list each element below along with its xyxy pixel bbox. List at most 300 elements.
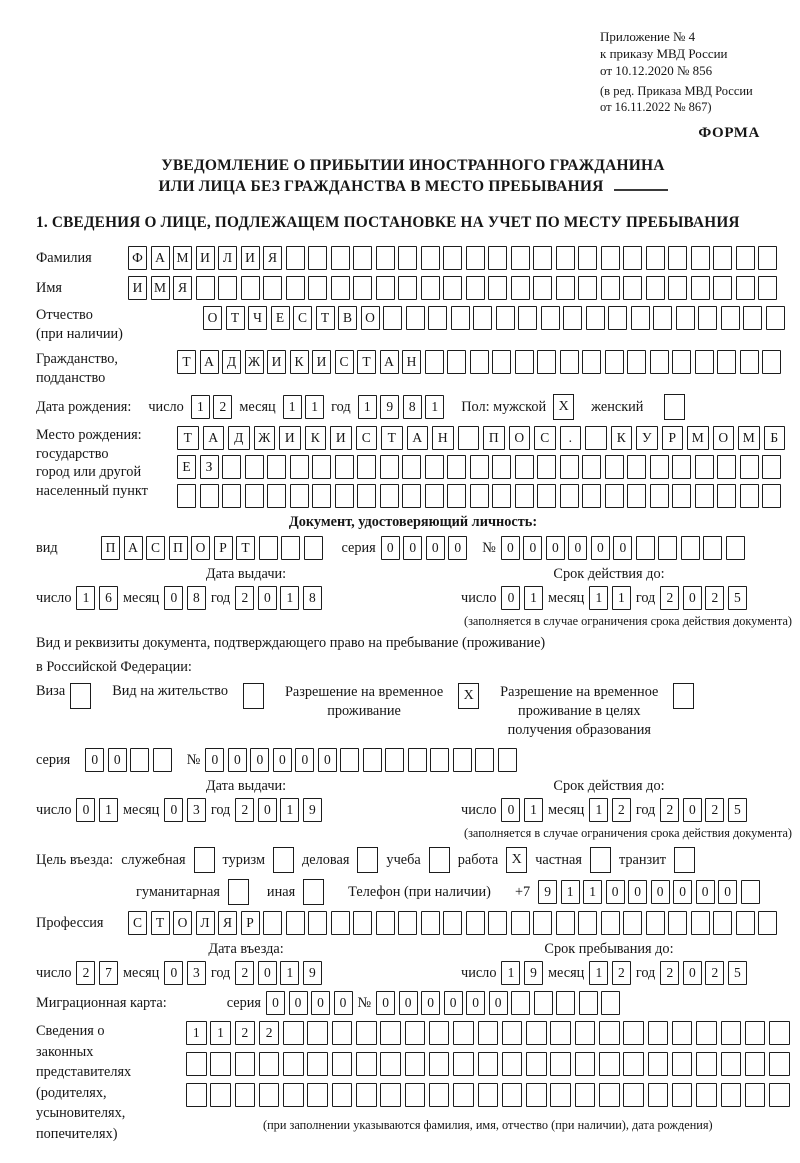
char-cell[interactable]: 0 <box>266 991 285 1015</box>
char-cell[interactable]: 2 <box>612 798 631 822</box>
char-cell[interactable]: 0 <box>466 991 485 1015</box>
char-cell[interactable] <box>405 1083 426 1107</box>
char-cell[interactable]: Ф <box>128 246 147 270</box>
char-cell[interactable] <box>470 455 489 479</box>
male-checkbox[interactable]: X <box>553 394 574 420</box>
char-cell[interactable]: 1 <box>425 395 444 419</box>
char-cell[interactable]: 0 <box>546 536 565 560</box>
char-cell[interactable] <box>245 484 264 508</box>
char-cell[interactable]: 8 <box>303 586 322 610</box>
char-cell[interactable]: Я <box>218 911 237 935</box>
char-cell[interactable] <box>200 484 219 508</box>
char-cell[interactable] <box>605 484 624 508</box>
char-cell[interactable] <box>363 748 382 772</box>
char-cell[interactable] <box>627 455 646 479</box>
char-cell[interactable]: 0 <box>164 961 183 985</box>
char-cell[interactable] <box>582 484 601 508</box>
female-checkbox[interactable] <box>664 394 685 420</box>
char-cell[interactable] <box>515 455 534 479</box>
char-cell[interactable]: 2 <box>660 961 679 985</box>
char-cell[interactable]: А <box>380 350 399 374</box>
char-cell[interactable]: 0 <box>376 991 395 1015</box>
char-cell[interactable]: 1 <box>99 798 118 822</box>
char-cell[interactable]: М <box>738 426 760 450</box>
char-cell[interactable]: 0 <box>651 880 670 904</box>
char-cell[interactable]: Я <box>173 276 192 300</box>
char-cell[interactable] <box>550 1083 571 1107</box>
char-cell[interactable] <box>331 911 350 935</box>
char-cell[interactable] <box>177 484 196 508</box>
char-cell[interactable] <box>428 306 447 330</box>
char-cell[interactable] <box>623 1052 644 1076</box>
char-cell[interactable] <box>186 1083 207 1107</box>
char-cell[interactable] <box>357 484 376 508</box>
char-cell[interactable] <box>473 306 492 330</box>
char-cell[interactable]: 0 <box>164 586 183 610</box>
char-cell[interactable] <box>283 1083 304 1107</box>
char-cell[interactable]: С <box>335 350 354 374</box>
char-cell[interactable]: 6 <box>99 586 118 610</box>
char-cell[interactable] <box>425 484 444 508</box>
char-cell[interactable]: И <box>267 350 286 374</box>
char-cell[interactable] <box>696 1083 717 1107</box>
char-cell[interactable] <box>356 1083 377 1107</box>
char-cell[interactable] <box>429 1083 450 1107</box>
char-cell[interactable]: 2 <box>612 961 631 985</box>
char-cell[interactable]: 0 <box>85 748 104 772</box>
char-cell[interactable]: Т <box>316 306 335 330</box>
char-cell[interactable] <box>648 1021 669 1045</box>
char-cell[interactable]: 0 <box>501 586 520 610</box>
char-cell[interactable] <box>356 1021 377 1045</box>
char-cell[interactable]: О <box>191 536 210 560</box>
char-cell[interactable] <box>605 350 624 374</box>
char-cell[interactable] <box>769 1083 790 1107</box>
char-cell[interactable] <box>380 455 399 479</box>
char-cell[interactable] <box>286 246 305 270</box>
char-cell[interactable]: О <box>173 911 192 935</box>
char-cell[interactable]: 0 <box>258 798 277 822</box>
char-cell[interactable] <box>376 276 395 300</box>
char-cell[interactable]: 0 <box>696 880 715 904</box>
char-cell[interactable]: М <box>151 276 170 300</box>
char-cell[interactable]: 0 <box>295 748 314 772</box>
char-cell[interactable]: С <box>293 306 312 330</box>
char-cell[interactable] <box>623 276 642 300</box>
char-cell[interactable] <box>130 748 149 772</box>
char-cell[interactable]: 1 <box>280 798 299 822</box>
char-cell[interactable] <box>695 484 714 508</box>
char-cell[interactable] <box>601 246 620 270</box>
char-cell[interactable] <box>623 1021 644 1045</box>
char-cell[interactable] <box>235 1052 256 1076</box>
char-cell[interactable] <box>290 455 309 479</box>
char-cell[interactable]: 1 <box>305 395 324 419</box>
char-cell[interactable] <box>210 1052 231 1076</box>
char-cell[interactable] <box>502 1083 523 1107</box>
purpose-transit-checkbox[interactable] <box>674 847 695 873</box>
char-cell[interactable]: 0 <box>318 748 337 772</box>
char-cell[interactable]: 0 <box>399 991 418 1015</box>
char-cell[interactable] <box>560 484 579 508</box>
char-cell[interactable] <box>713 911 732 935</box>
char-cell[interactable] <box>241 276 260 300</box>
char-cell[interactable]: 1 <box>561 880 580 904</box>
char-cell[interactable]: И <box>241 246 260 270</box>
char-cell[interactable]: 7 <box>99 961 118 985</box>
char-cell[interactable] <box>353 911 372 935</box>
char-cell[interactable] <box>281 536 300 560</box>
char-cell[interactable] <box>721 1021 742 1045</box>
char-cell[interactable]: Л <box>196 911 215 935</box>
char-cell[interactable] <box>283 1021 304 1045</box>
char-cell[interactable] <box>578 276 597 300</box>
char-cell[interactable] <box>447 455 466 479</box>
char-cell[interactable] <box>762 350 781 374</box>
char-cell[interactable] <box>488 276 507 300</box>
char-cell[interactable] <box>492 484 511 508</box>
char-cell[interactable]: А <box>151 246 170 270</box>
char-cell[interactable] <box>586 306 605 330</box>
char-cell[interactable] <box>550 1021 571 1045</box>
char-cell[interactable]: А <box>203 426 225 450</box>
char-cell[interactable] <box>769 1052 790 1076</box>
rvp-checkbox[interactable]: X <box>458 683 479 709</box>
char-cell[interactable]: Т <box>151 911 170 935</box>
char-cell[interactable]: 0 <box>628 880 647 904</box>
char-cell[interactable]: П <box>483 426 505 450</box>
char-cell[interactable] <box>736 911 755 935</box>
char-cell[interactable] <box>691 276 710 300</box>
char-cell[interactable]: 0 <box>523 536 542 560</box>
char-cell[interactable] <box>511 991 530 1015</box>
purpose-other-checkbox[interactable] <box>303 879 324 905</box>
char-cell[interactable] <box>563 306 582 330</box>
char-cell[interactable] <box>408 748 427 772</box>
char-cell[interactable] <box>222 484 241 508</box>
char-cell[interactable] <box>267 484 286 508</box>
char-cell[interactable]: 0 <box>613 536 632 560</box>
char-cell[interactable] <box>425 455 444 479</box>
char-cell[interactable] <box>740 455 759 479</box>
char-cell[interactable] <box>376 911 395 935</box>
char-cell[interactable]: 2 <box>213 395 232 419</box>
char-cell[interactable] <box>717 455 736 479</box>
char-cell[interactable]: 2 <box>660 586 679 610</box>
char-cell[interactable] <box>745 1052 766 1076</box>
char-cell[interactable]: 2 <box>235 798 254 822</box>
char-cell[interactable] <box>383 306 402 330</box>
char-cell[interactable]: 0 <box>421 991 440 1015</box>
char-cell[interactable]: Е <box>177 455 196 479</box>
purpose-business-checkbox[interactable] <box>357 847 378 873</box>
char-cell[interactable]: П <box>101 536 120 560</box>
char-cell[interactable] <box>259 536 278 560</box>
char-cell[interactable] <box>496 306 515 330</box>
char-cell[interactable]: 0 <box>381 536 400 560</box>
char-cell[interactable] <box>470 350 489 374</box>
char-cell[interactable] <box>762 484 781 508</box>
char-cell[interactable] <box>526 1083 547 1107</box>
char-cell[interactable] <box>443 276 462 300</box>
char-cell[interactable] <box>672 1083 693 1107</box>
char-cell[interactable] <box>235 1083 256 1107</box>
char-cell[interactable] <box>466 276 485 300</box>
char-cell[interactable]: 1 <box>186 1021 207 1045</box>
char-cell[interactable] <box>511 911 530 935</box>
char-cell[interactable]: 0 <box>76 798 95 822</box>
char-cell[interactable]: 0 <box>164 798 183 822</box>
char-cell[interactable] <box>453 1083 474 1107</box>
char-cell[interactable]: С <box>356 426 378 450</box>
char-cell[interactable] <box>550 1052 571 1076</box>
char-cell[interactable]: 9 <box>303 798 322 822</box>
char-cell[interactable] <box>721 306 740 330</box>
char-cell[interactable] <box>623 246 642 270</box>
char-cell[interactable] <box>353 276 372 300</box>
char-cell[interactable]: 1 <box>589 798 608 822</box>
char-cell[interactable] <box>582 455 601 479</box>
char-cell[interactable] <box>488 911 507 935</box>
char-cell[interactable] <box>332 1021 353 1045</box>
char-cell[interactable] <box>267 455 286 479</box>
char-cell[interactable]: 0 <box>568 536 587 560</box>
char-cell[interactable]: 0 <box>591 536 610 560</box>
char-cell[interactable] <box>672 1052 693 1076</box>
char-cell[interactable]: 0 <box>673 880 692 904</box>
char-cell[interactable] <box>648 1052 669 1076</box>
char-cell[interactable]: 9 <box>380 395 399 419</box>
char-cell[interactable] <box>672 455 691 479</box>
char-cell[interactable] <box>405 1021 426 1045</box>
char-cell[interactable] <box>534 991 553 1015</box>
char-cell[interactable] <box>447 350 466 374</box>
char-cell[interactable]: 1 <box>76 586 95 610</box>
char-cell[interactable] <box>447 484 466 508</box>
char-cell[interactable]: О <box>509 426 531 450</box>
char-cell[interactable]: . <box>560 426 582 450</box>
char-cell[interactable]: 3 <box>187 798 206 822</box>
char-cell[interactable] <box>627 350 646 374</box>
char-cell[interactable] <box>533 246 552 270</box>
char-cell[interactable]: Е <box>271 306 290 330</box>
char-cell[interactable]: Ч <box>248 306 267 330</box>
char-cell[interactable]: 5 <box>728 586 747 610</box>
char-cell[interactable] <box>353 246 372 270</box>
char-cell[interactable] <box>385 748 404 772</box>
char-cell[interactable] <box>218 276 237 300</box>
char-cell[interactable] <box>668 246 687 270</box>
char-cell[interactable]: 2 <box>235 586 254 610</box>
char-cell[interactable]: Д <box>228 426 250 450</box>
char-cell[interactable]: К <box>305 426 327 450</box>
char-cell[interactable]: 2 <box>660 798 679 822</box>
char-cell[interactable] <box>511 246 530 270</box>
char-cell[interactable] <box>695 455 714 479</box>
char-cell[interactable]: 1 <box>589 586 608 610</box>
char-cell[interactable]: Т <box>357 350 376 374</box>
char-cell[interactable] <box>691 911 710 935</box>
char-cell[interactable] <box>335 455 354 479</box>
char-cell[interactable] <box>421 911 440 935</box>
char-cell[interactable]: 0 <box>448 536 467 560</box>
char-cell[interactable] <box>599 1052 620 1076</box>
char-cell[interactable] <box>498 748 517 772</box>
char-cell[interactable]: У <box>636 426 658 450</box>
char-cell[interactable]: 0 <box>108 748 127 772</box>
char-cell[interactable]: 0 <box>683 961 702 985</box>
char-cell[interactable] <box>537 350 556 374</box>
char-cell[interactable]: 2 <box>705 798 724 822</box>
char-cell[interactable] <box>492 350 511 374</box>
char-cell[interactable]: В <box>338 306 357 330</box>
char-cell[interactable] <box>695 350 714 374</box>
char-cell[interactable]: 8 <box>187 586 206 610</box>
char-cell[interactable] <box>308 276 327 300</box>
char-cell[interactable] <box>650 455 669 479</box>
char-cell[interactable] <box>402 455 421 479</box>
char-cell[interactable] <box>453 748 472 772</box>
char-cell[interactable] <box>429 1021 450 1045</box>
char-cell[interactable] <box>380 1083 401 1107</box>
char-cell[interactable] <box>743 306 762 330</box>
char-cell[interactable] <box>478 1052 499 1076</box>
char-cell[interactable]: 2 <box>235 961 254 985</box>
char-cell[interactable]: Б <box>764 426 786 450</box>
char-cell[interactable] <box>745 1083 766 1107</box>
char-cell[interactable] <box>380 484 399 508</box>
char-cell[interactable] <box>398 246 417 270</box>
char-cell[interactable] <box>601 991 620 1015</box>
char-cell[interactable]: Т <box>226 306 245 330</box>
char-cell[interactable] <box>736 276 755 300</box>
char-cell[interactable] <box>650 484 669 508</box>
char-cell[interactable]: 1 <box>280 586 299 610</box>
char-cell[interactable]: О <box>713 426 735 450</box>
char-cell[interactable] <box>556 991 575 1015</box>
char-cell[interactable] <box>308 911 327 935</box>
char-cell[interactable]: О <box>361 306 380 330</box>
purpose-work-checkbox[interactable]: X <box>506 847 527 873</box>
char-cell[interactable]: 0 <box>403 536 422 560</box>
char-cell[interactable] <box>259 1052 280 1076</box>
char-cell[interactable] <box>556 246 575 270</box>
char-cell[interactable] <box>533 276 552 300</box>
char-cell[interactable] <box>582 350 601 374</box>
char-cell[interactable]: 0 <box>258 961 277 985</box>
char-cell[interactable] <box>502 1021 523 1045</box>
purpose-study-checkbox[interactable] <box>429 847 450 873</box>
char-cell[interactable]: 2 <box>705 586 724 610</box>
char-cell[interactable] <box>560 350 579 374</box>
char-cell[interactable] <box>196 276 215 300</box>
char-cell[interactable]: 0 <box>334 991 353 1015</box>
char-cell[interactable] <box>658 536 677 560</box>
char-cell[interactable]: М <box>687 426 709 450</box>
char-cell[interactable] <box>307 1021 328 1045</box>
char-cell[interactable]: 1 <box>583 880 602 904</box>
char-cell[interactable] <box>443 246 462 270</box>
char-cell[interactable] <box>478 1021 499 1045</box>
char-cell[interactable]: Ж <box>245 350 264 374</box>
char-cell[interactable] <box>492 455 511 479</box>
char-cell[interactable] <box>458 426 480 450</box>
char-cell[interactable]: 0 <box>205 748 224 772</box>
char-cell[interactable] <box>376 246 395 270</box>
char-cell[interactable] <box>488 246 507 270</box>
char-cell[interactable]: 0 <box>718 880 737 904</box>
char-cell[interactable] <box>623 1083 644 1107</box>
char-cell[interactable] <box>769 1021 790 1045</box>
char-cell[interactable] <box>717 484 736 508</box>
char-cell[interactable] <box>283 1052 304 1076</box>
char-cell[interactable] <box>740 350 759 374</box>
char-cell[interactable] <box>766 306 785 330</box>
char-cell[interactable] <box>575 1052 596 1076</box>
char-cell[interactable] <box>515 484 534 508</box>
char-cell[interactable] <box>650 350 669 374</box>
char-cell[interactable]: О <box>203 306 222 330</box>
char-cell[interactable] <box>537 484 556 508</box>
char-cell[interactable] <box>717 350 736 374</box>
char-cell[interactable]: З <box>200 455 219 479</box>
char-cell[interactable] <box>380 1021 401 1045</box>
char-cell[interactable]: Н <box>402 350 421 374</box>
char-cell[interactable]: 0 <box>228 748 247 772</box>
char-cell[interactable] <box>623 911 642 935</box>
char-cell[interactable]: 0 <box>606 880 625 904</box>
char-cell[interactable]: 5 <box>728 798 747 822</box>
char-cell[interactable] <box>533 911 552 935</box>
char-cell[interactable]: 0 <box>258 586 277 610</box>
char-cell[interactable] <box>668 276 687 300</box>
char-cell[interactable]: А <box>124 536 143 560</box>
char-cell[interactable] <box>721 1083 742 1107</box>
char-cell[interactable] <box>653 306 672 330</box>
char-cell[interactable]: Ж <box>254 426 276 450</box>
char-cell[interactable] <box>646 911 665 935</box>
char-cell[interactable] <box>601 276 620 300</box>
char-cell[interactable]: 0 <box>311 991 330 1015</box>
char-cell[interactable]: 0 <box>683 586 702 610</box>
char-cell[interactable]: И <box>330 426 352 450</box>
char-cell[interactable]: А <box>407 426 429 450</box>
char-cell[interactable]: 1 <box>283 395 302 419</box>
char-cell[interactable]: Л <box>218 246 237 270</box>
char-cell[interactable]: 3 <box>187 961 206 985</box>
char-cell[interactable]: П <box>169 536 188 560</box>
char-cell[interactable] <box>453 1052 474 1076</box>
char-cell[interactable] <box>466 246 485 270</box>
char-cell[interactable]: 0 <box>501 536 520 560</box>
char-cell[interactable]: 0 <box>289 991 308 1015</box>
char-cell[interactable] <box>466 911 485 935</box>
purpose-humanitarian-checkbox[interactable] <box>228 879 249 905</box>
char-cell[interactable]: 1 <box>524 798 543 822</box>
char-cell[interactable] <box>286 276 305 300</box>
char-cell[interactable] <box>443 911 462 935</box>
char-cell[interactable] <box>518 306 537 330</box>
char-cell[interactable] <box>263 911 282 935</box>
visa-checkbox[interactable] <box>70 683 91 709</box>
char-cell[interactable] <box>335 484 354 508</box>
char-cell[interactable] <box>578 911 597 935</box>
char-cell[interactable] <box>579 991 598 1015</box>
char-cell[interactable] <box>398 911 417 935</box>
char-cell[interactable]: Т <box>236 536 255 560</box>
char-cell[interactable]: Д <box>222 350 241 374</box>
char-cell[interactable]: А <box>200 350 219 374</box>
